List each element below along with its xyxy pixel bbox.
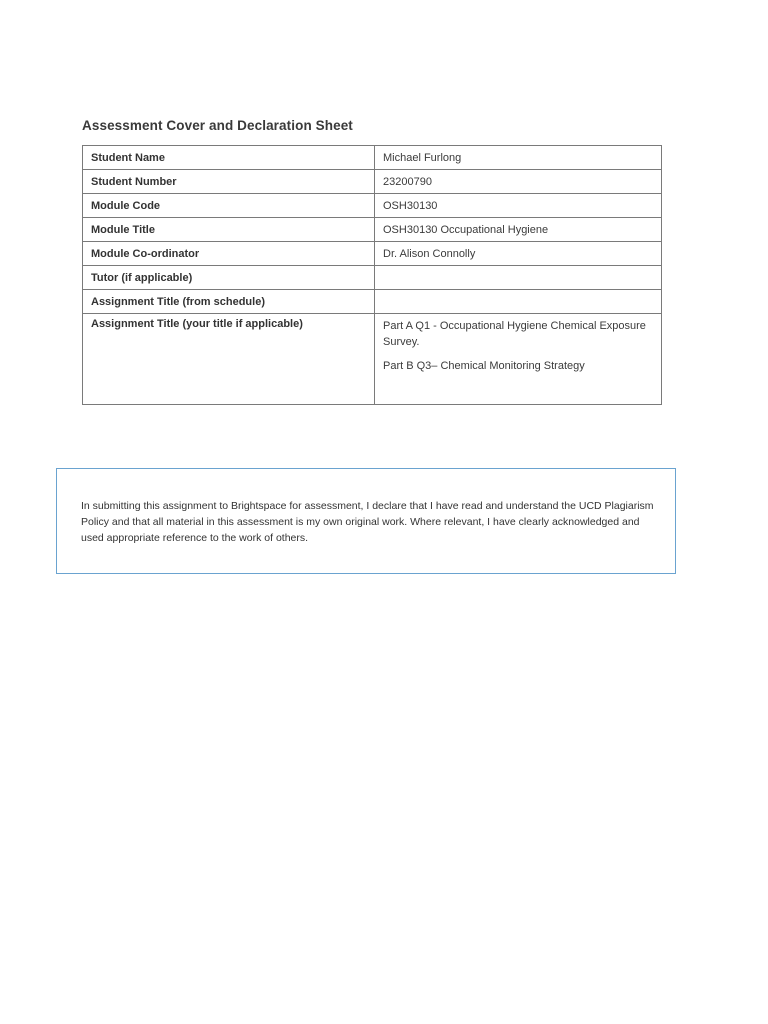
- assignment-title-schedule-label: Assignment Title (from schedule): [83, 290, 375, 314]
- table-row: [83, 194, 662, 218]
- table-row: [83, 266, 662, 290]
- table-row: [83, 290, 662, 314]
- sheet-title: Assessment Cover and Declaration Sheet: [82, 118, 353, 133]
- tutor-value: [375, 266, 662, 290]
- assignment-title-line-2: Part B Q3– Chemical Monitoring Strategy: [383, 360, 585, 372]
- assignment-title-line-1: Part A Q1 - Occupational Hygiene Chemical Exposure Survey.: [383, 320, 646, 348]
- assignment-title-own-label: Assignment Title (your title if applicable): [83, 314, 375, 405]
- student-name-label: Student Name: [83, 146, 375, 170]
- table-row: [83, 170, 662, 194]
- declaration-text: In submitting this assignment to Brightspace for assessment, I declare that I have read and understand the UCD Plagiarism Policy and that all material in this assessment is my own original work. Where relevant, I have clearly acknowledged and used appropriate reference to the work of others.: [81, 500, 654, 544]
- assignment-title-own-value: [375, 314, 662, 405]
- student-number-label: Student Number: [83, 170, 375, 194]
- assignment-title-schedule-value: [375, 290, 662, 314]
- module-coordinator-value: Dr. Alison Connolly: [375, 242, 662, 266]
- module-title-value: OSH30130 Occupational Hygiene: [375, 218, 662, 242]
- tutor-label: Tutor (if applicable): [83, 266, 375, 290]
- student-number-value: 23200790: [375, 170, 662, 194]
- student-name-value: Michael Furlong: [375, 146, 662, 170]
- table-row: [83, 218, 662, 242]
- module-code-value: OSH30130: [375, 194, 662, 218]
- module-code-label: Module Code: [83, 194, 375, 218]
- table-row: [83, 314, 662, 405]
- cover-table: [82, 145, 662, 405]
- table-row: [83, 242, 662, 266]
- module-coordinator-label: Module Co-ordinator: [83, 242, 375, 266]
- declaration-box: [56, 468, 676, 574]
- table-row: [83, 146, 662, 170]
- module-title-label: Module Title: [83, 218, 375, 242]
